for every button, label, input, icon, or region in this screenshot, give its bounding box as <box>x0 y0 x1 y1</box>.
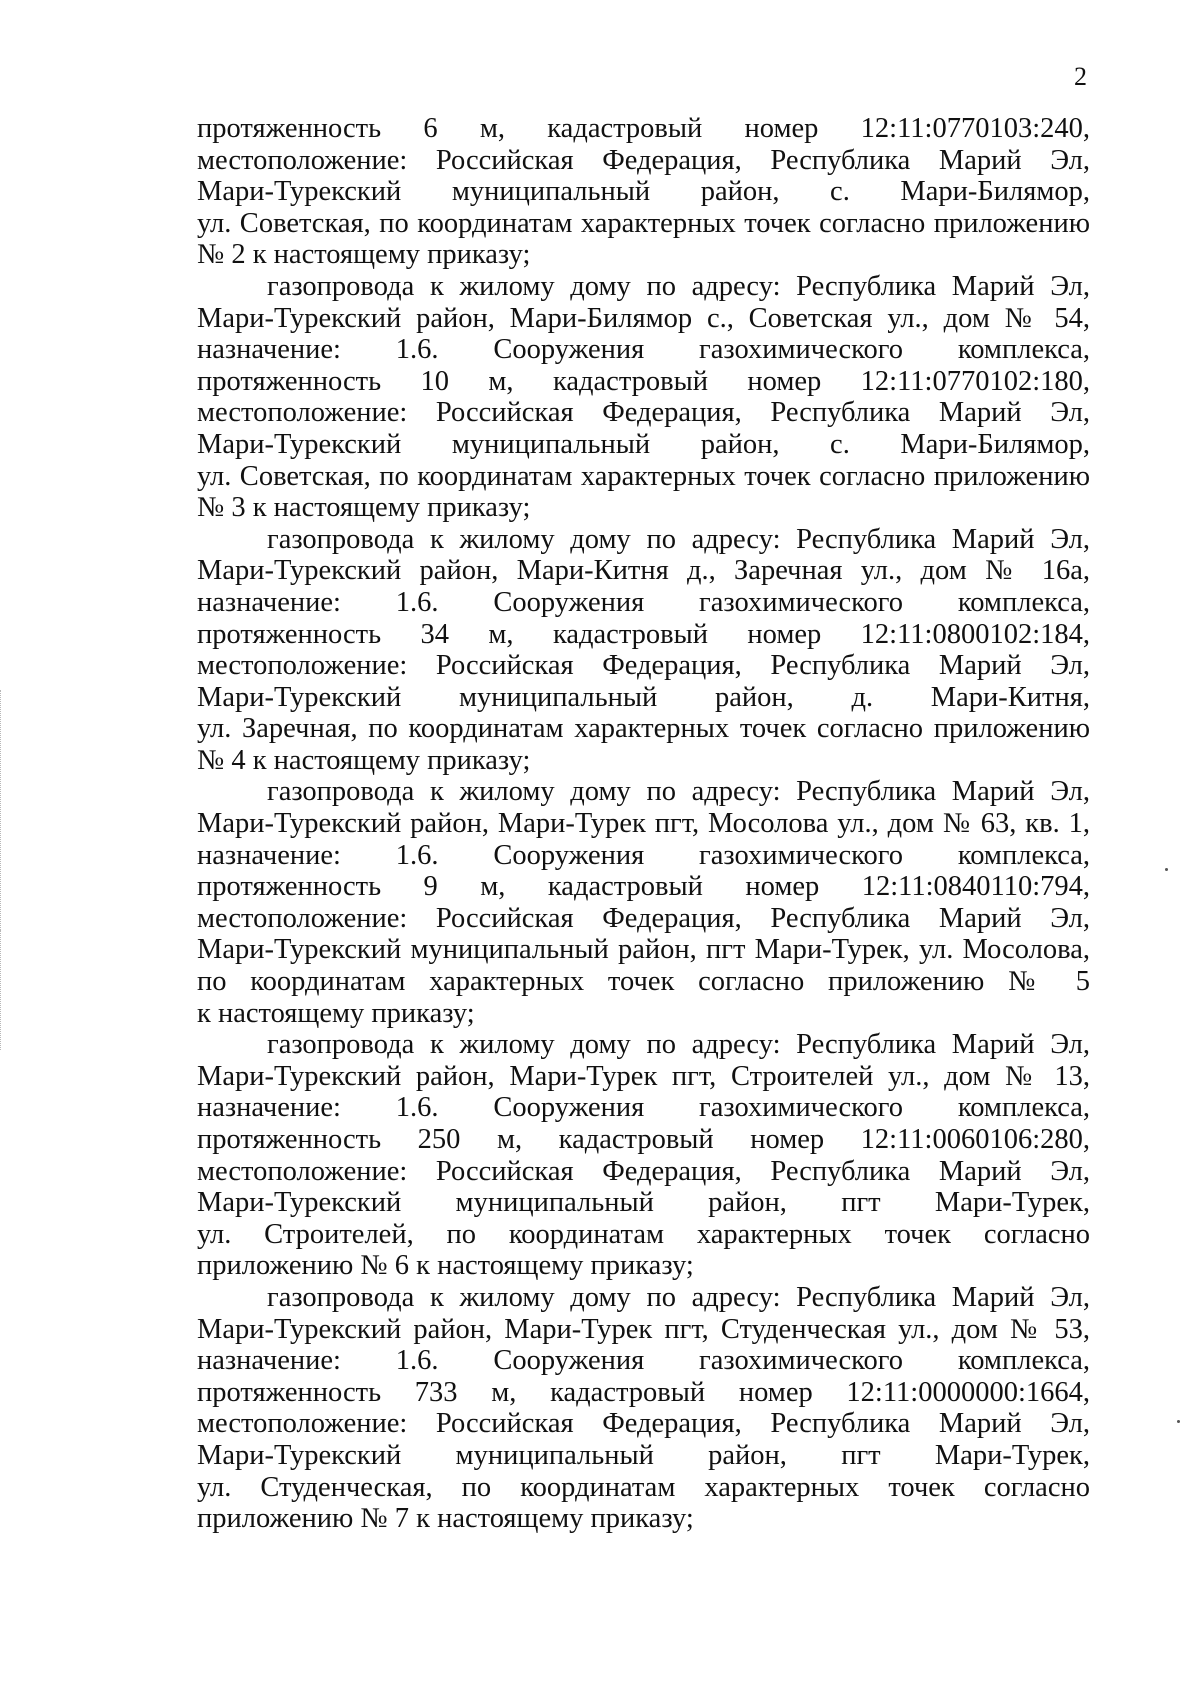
scan-edge-marks-lower <box>0 930 7 1020</box>
text-line: Мари-Турекский муниципальный район, д. Мари-Китня, <box>197 681 1090 713</box>
text-line: Мари-Турекский муниципальный район, с. Мари-Билямор, <box>197 176 1090 208</box>
text-line: приложению № 7 к настоящему приказу; <box>197 1503 694 1535</box>
text-line: назначение: 1.6. Сооружения газохимического комплекса, <box>197 586 1090 618</box>
paragraph-first-line: газопровода к жилому дому по адресу: Республика Марий Эл, <box>267 270 1090 302</box>
paragraph-first-line: газопровода к жилому дому по адресу: Республика Марий Эл, <box>267 1029 1090 1061</box>
text-line: местоположение: Российская Федерация, Республика Марий Эл, <box>197 1155 1090 1187</box>
text-line: местоположение: Российская Федерация, Республика Марий Эл, <box>197 902 1090 934</box>
text-line: № 4 к настоящему приказу; <box>197 744 531 776</box>
text-line: по координатам характерных точек согласно приложению № 5 <box>197 966 1090 998</box>
text-line: приложению № 6 к настоящему приказу; <box>197 1250 694 1282</box>
text-line: протяженность 250 м, кадастровый номер 12:11:0060106:280, <box>197 1124 1090 1155</box>
text-line: Мари-Турекский муниципальный район, пгт Мари-Турек, ул. Мосолова, <box>197 934 1090 966</box>
text-line: протяженность 10 м, кадастровый номер 12:11:0770102:180, <box>197 365 1090 397</box>
text-line: ул. Советская, по координатам характерных точек согласно приложению <box>197 207 1090 239</box>
text-line: местоположение: Российская Федерация, Республика Марий Эл, <box>197 650 1090 682</box>
paragraph-first-line: газопровода к жилому дому по адресу: Республика Марий Эл, <box>267 1281 1090 1313</box>
text-line: Мари-Турекский район, Мари-Турек пгт, Строителей ул., дом № 13, <box>197 1060 1090 1092</box>
text-line: ул. Заречная, по координатам характерных точек согласно приложению <box>197 713 1090 745</box>
text-line: ул. Студенческая, по координатам характерных точек согласно <box>197 1471 1090 1503</box>
text-line: назначение: 1.6. Сооружения газохимического комплекса, <box>197 1092 1090 1124</box>
page-number: 2 <box>1074 62 1087 91</box>
text-line: назначение: 1.6. Сооружения газохимического комплекса, <box>197 1345 1090 1377</box>
paragraph-first-line: газопровода к жилому дому по адресу: Республика Марий Эл, <box>267 523 1090 555</box>
text-line: протяженность 6 м, кадастровый номер 12:11:0770103:240, <box>197 113 1090 144</box>
scan-speck <box>1177 1420 1180 1423</box>
text-line: протяженность 733 м, кадастровый номер 12:11:0000000:1664, <box>197 1376 1090 1408</box>
text-line: Мари-Турекский район, Мари-Турек пгт, Студенческая ул., дом № 53, <box>197 1313 1090 1345</box>
text-line: Мари-Турекский муниципальный район, с. Мари-Билямор, <box>197 428 1090 460</box>
text-line: Мари-Турекский район, Мари-Турек пгт, Мосолова ул., дом № 63, кв. 1, <box>197 808 1090 840</box>
text-line: назначение: 1.6. Сооружения газохимического комплекса, <box>197 334 1090 366</box>
text-line: протяженность 34 м, кадастровый номер 12:11:0800102:184, <box>197 618 1090 650</box>
text-line: местоположение: Российская Федерация, Республика Марий Эл, <box>197 144 1090 176</box>
text-line: назначение: 1.6. Сооружения газохимического комплекса, <box>197 839 1090 871</box>
text-line: местоположение: Российская Федерация, Республика Марий Эл, <box>197 1408 1090 1440</box>
text-line: к настоящему приказу; <box>197 997 475 1029</box>
text-line: протяженность 9 м, кадастровый номер 12:11:0840110:794, <box>197 871 1090 903</box>
text-line: Мари-Турекский муниципальный район, пгт Мари-Турек, <box>197 1439 1090 1471</box>
paragraph-first-line: газопровода к жилому дому по адресу: Республика Марий Эл, <box>267 776 1090 808</box>
text-line: Мари-Турекский район, Мари-Китня д., Заречная ул., дом № 16а, <box>197 555 1090 587</box>
document-body <box>197 113 1090 1535</box>
text-line: ул. Строителей, по координатам характерных точек согласно <box>197 1218 1090 1250</box>
text-line: ул. Советская, по координатам характерных точек согласно приложению <box>197 460 1090 492</box>
text-line: № 3 к настоящему приказу; <box>197 492 531 524</box>
text-line: Мари-Турекский район, Мари-Билямор с., Советская ул., дом № 54, <box>197 302 1090 334</box>
text-line: № 2 к настоящему приказу; <box>197 239 531 271</box>
scan-speck <box>1165 868 1168 871</box>
text-line: местоположение: Российская Федерация, Республика Марий Эл, <box>197 397 1090 429</box>
text-line: Мари-Турекский муниципальный район, пгт Мари-Турек, <box>197 1187 1090 1219</box>
